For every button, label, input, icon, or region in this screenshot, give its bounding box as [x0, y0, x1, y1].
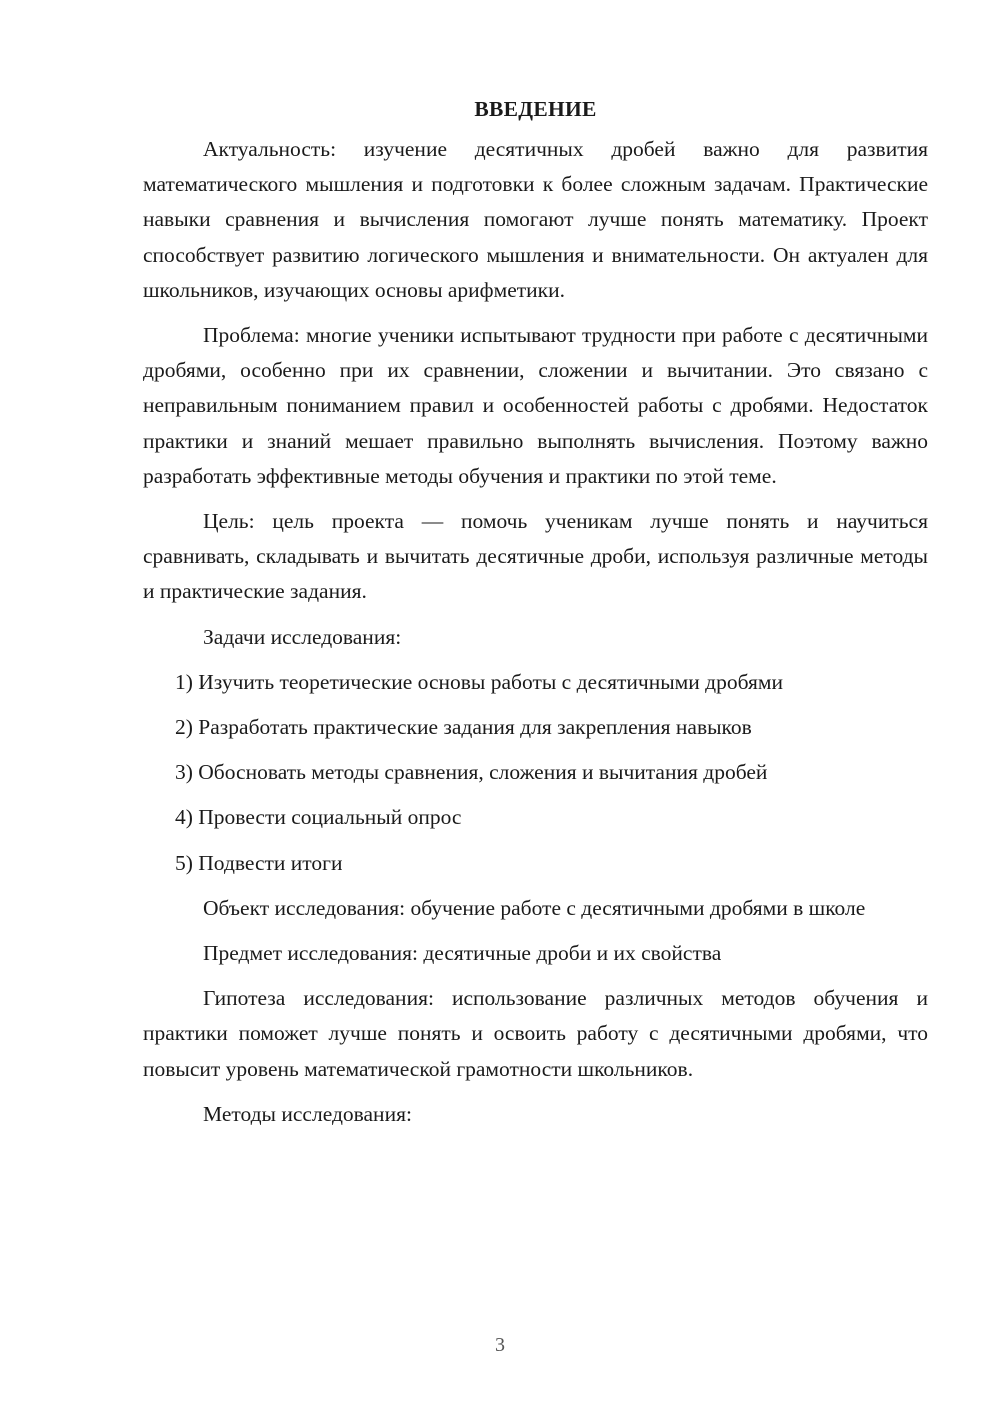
- tasks-list: [143, 665, 928, 881]
- page-title: ВВЕДЕНИЕ: [474, 97, 597, 121]
- list-item: 3) Обосновать методы сравнения, сложения и вычитания дробей: [175, 760, 768, 785]
- paragraph-object: Объект исследования: обучение работе с десятичными дробями в школе: [203, 895, 866, 920]
- paragraph-problem: Проблема: многие ученики испытывают трудности при работе с десятичными дробями, особенно при их сравнении, сложении и вычитании. Это связано с неправильным пониманием правил и особенностей работы с дробями. Недостаток практики и знаний мешает правильно выполнять вычисления. Поэтому важно разработать эффективные методы обучения и практики по этой теме.: [143, 323, 928, 488]
- list-item: 1) Изучить теоретические основы работы с десятичными дробями: [175, 669, 784, 694]
- document-page: [143, 92, 928, 1142]
- list-item: 4) Провести социальный опрос: [175, 805, 462, 830]
- paragraph-goal: Цель: цель проекта — помочь ученикам лучше понять и научиться сравнивать, складывать и вычитать десятичные дроби, используя различные методы и практические задания.: [143, 509, 928, 604]
- list-item: 5) Подвести итоги: [175, 850, 343, 875]
- methods-heading: Методы исследования:: [203, 1101, 412, 1126]
- page-number: 3: [495, 1334, 505, 1356]
- paragraph-relevance: Актуальность: изучение десятичных дробей важно для развития математического мышления и подготовки к более сложным задачам. Практические навыки сравнения и вычисления помогают лучше понять математику. Проект способствует развитию логического мышления и внимательности. Он актуален для школьников, изучающих основы арифметики.: [143, 137, 928, 302]
- paragraph-hypothesis: Гипотеза исследования: использование различных методов обучения и практики поможет лучше понять и освоить работу с десятичными дробями, что повысит уровень математической грамотности школьников.: [143, 986, 928, 1081]
- paragraph-subject: Предмет исследования: десятичные дроби и их свойства: [203, 941, 722, 966]
- tasks-heading: Задачи исследования:: [203, 624, 402, 649]
- list-item: 2) Разработать практические задания для закрепления навыков: [175, 715, 752, 740]
